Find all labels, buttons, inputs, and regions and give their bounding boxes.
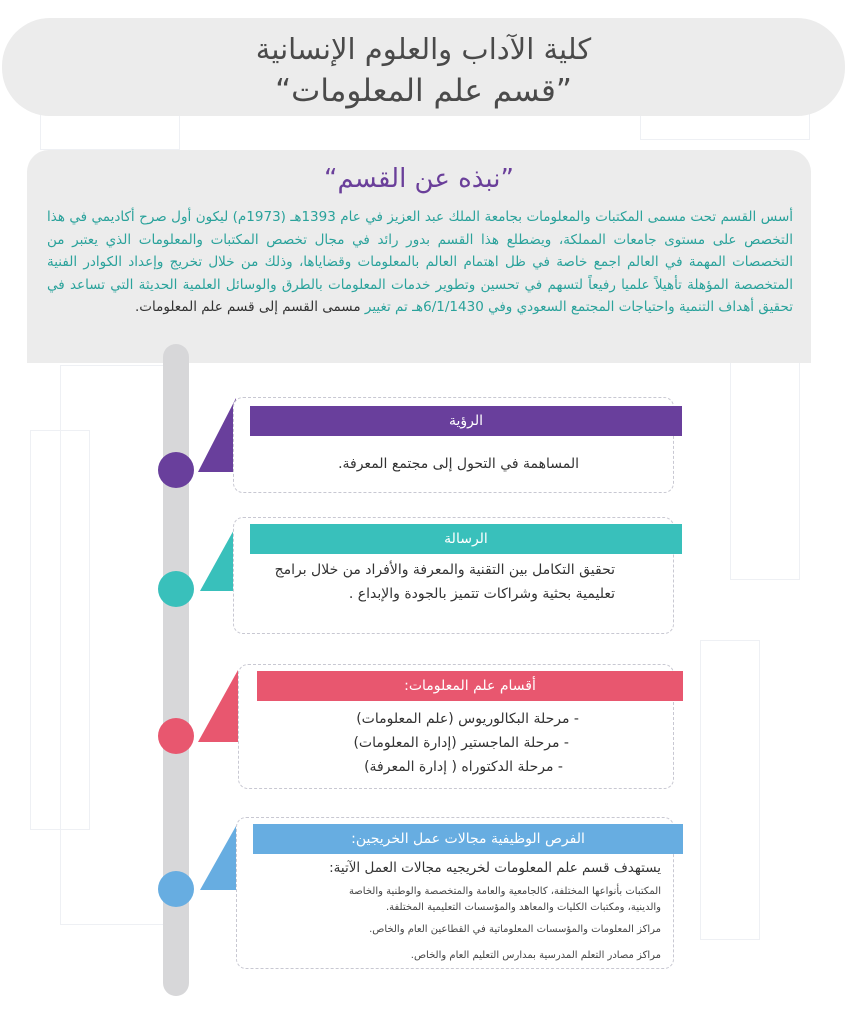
careers-dot bbox=[158, 871, 194, 907]
departments-dot bbox=[158, 718, 194, 754]
header-banner bbox=[2, 18, 845, 116]
about-paragraph-end: مسمى القسم إلى قسم علم المعلومات. bbox=[135, 299, 361, 315]
mission-ribbon bbox=[250, 524, 682, 554]
mission-line-1: تحقيق التكامل بين التقنية والمعرفة والأفراد من خلال برامج bbox=[274, 562, 615, 578]
mission-dot bbox=[158, 571, 194, 607]
departments-ribbon bbox=[257, 671, 683, 701]
vision-dot bbox=[158, 452, 194, 488]
departments-card bbox=[238, 664, 674, 789]
careers-ribbon bbox=[253, 824, 683, 854]
department-item: - مرحلة البكالوريوس (علم المعلومات) bbox=[356, 711, 579, 727]
mission-card bbox=[233, 517, 674, 634]
careers-intro: يستهدف قسم علم المعلومات لخريجيه مجالات العمل الآتية: bbox=[329, 860, 661, 876]
vision-label: الرؤية bbox=[448, 413, 484, 429]
vision-text: المساهمة في التحول إلى مجتمع المعرفة. bbox=[338, 456, 579, 472]
mission-line-2: تعليمية بحثية وشراكات تتميز بالجودة والإبداع . bbox=[348, 586, 615, 602]
college-title: كلية الآداب والعلوم الإنسانية bbox=[255, 32, 592, 66]
vision-card bbox=[233, 397, 674, 493]
about-paragraph-text: أسس القسم تحت مسمى المكتبات والمعلومات بجامعة الملك عبد العزيز في عام 1393هـ (1973م) ليكون أول صرح أكاديمي في هذا التخصص على مستوى جامعات المملكة، ويضطلع هذا القسم بدور رائد في مجال تخصص المكتبات والمعلومات الذي يعتبر من التخصصات المهمة في العالم اجمع خاصة في ظل اهتمام العالم بالمعلومات وقضاياها، وذلك من خلال تخريج وإعداد الكوادر الفنية المتخصصة المؤهلة تأهيلاً علميا رفيعاً لتسهم في تحسين وتطوير خدمات المعلومات بالطرق والوسائل العلمية الحديثة التي تساعد في تحقيق أهداف التنمية واحتياجات المجتمع السعودي وفي 6/1/1430هـ تم تغيير bbox=[47, 209, 794, 315]
department-item: - مرحلة الماجستير (إدارة المعلومات) bbox=[353, 735, 569, 751]
careers-item-3: مراكز مصادر التعلم المدرسية بمدارس التعليم العام والخاص. bbox=[410, 950, 661, 961]
mission-connector bbox=[196, 526, 236, 591]
mission-label: الرسالة bbox=[444, 531, 488, 547]
vision-ribbon bbox=[250, 406, 682, 436]
careers-connector bbox=[196, 826, 236, 890]
department-title: ”قسم علم المعلومات“ bbox=[275, 73, 572, 109]
careers-item-1-line-1: المكتبات بأنواعها المختلفة، كالجامعية والعامة والمتخصصة والوطنية والخاصة bbox=[348, 886, 661, 897]
department-item: - مرحلة الدكتوراه ( إدارة المعرفة) bbox=[364, 759, 563, 775]
careers-card bbox=[236, 817, 674, 969]
careers-item-2: مراكز المعلومات والمؤسسات المعلوماتية في القطاعين العام والخاص. bbox=[369, 924, 661, 935]
about-panel bbox=[27, 150, 811, 363]
careers-label: الفرص الوظيفية مجالات عمل الخريجين: bbox=[351, 831, 585, 847]
about-paragraph bbox=[47, 206, 793, 319]
vision-connector bbox=[190, 398, 236, 472]
departments-label: أقسام علم المعلومات: bbox=[404, 678, 536, 694]
departments-connector bbox=[194, 670, 238, 742]
about-title: ”نبذه عن القسم“ bbox=[324, 164, 514, 194]
careers-item-1-line-2: والدينية، ومكتبات الكليات والمعاهد والمؤسسات التعليمية المختلفة. bbox=[385, 902, 661, 913]
